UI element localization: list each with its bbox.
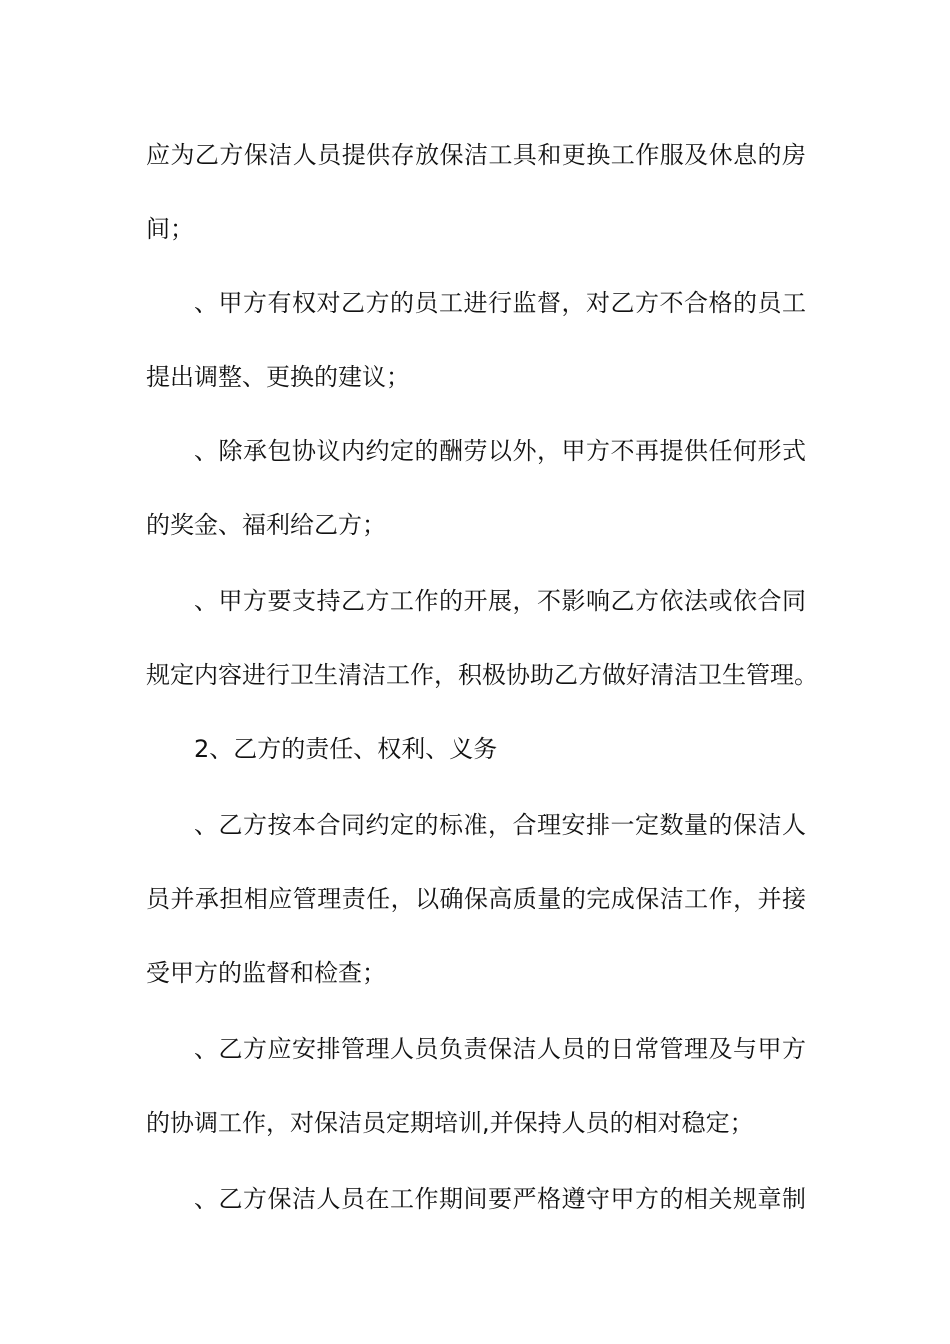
text-line: 规定内容进行卫生清洁工作，积极协助乙方做好清洁卫生管理。 <box>146 661 818 689</box>
text-line: 受甲方的监督和检查； <box>146 959 386 987</box>
text-line: 应为乙方保洁人员提供存放保洁工具和更换工作服及休息的房 <box>146 141 806 169</box>
text-line: 员并承担相应管理责任，以确保高质量的完成保洁工作，并接 <box>146 885 806 913</box>
text-line: 间； <box>146 215 194 243</box>
text-line: 、甲方有权对乙方的员工进行监督，对乙方不合格的员工 <box>194 289 806 317</box>
text-line: 、乙方保洁人员在工作期间要严格遵守甲方的相关规章制 <box>194 1185 806 1213</box>
text-line: 、除承包协议内约定的酬劳以外，甲方不再提供任何形式 <box>194 437 806 465</box>
text-line: 、乙方按本合同约定的标准，合理安排一定数量的保洁人 <box>194 811 806 839</box>
text-line: 的协调工作，对保洁员定期培训,并保持人员的相对稳定； <box>146 1109 754 1137</box>
text-line: 的奖金、福利给乙方； <box>146 511 386 539</box>
text-line: 、乙方应安排管理人员负责保洁人员的日常管理及与甲方 <box>194 1035 806 1063</box>
text-line: 提出调整、更换的建议； <box>146 363 410 391</box>
text-line: 、甲方要支持乙方工作的开展，不影响乙方依法或依合同 <box>194 587 806 615</box>
section-heading: 2、乙方的责任、权利、义务 <box>194 735 498 763</box>
